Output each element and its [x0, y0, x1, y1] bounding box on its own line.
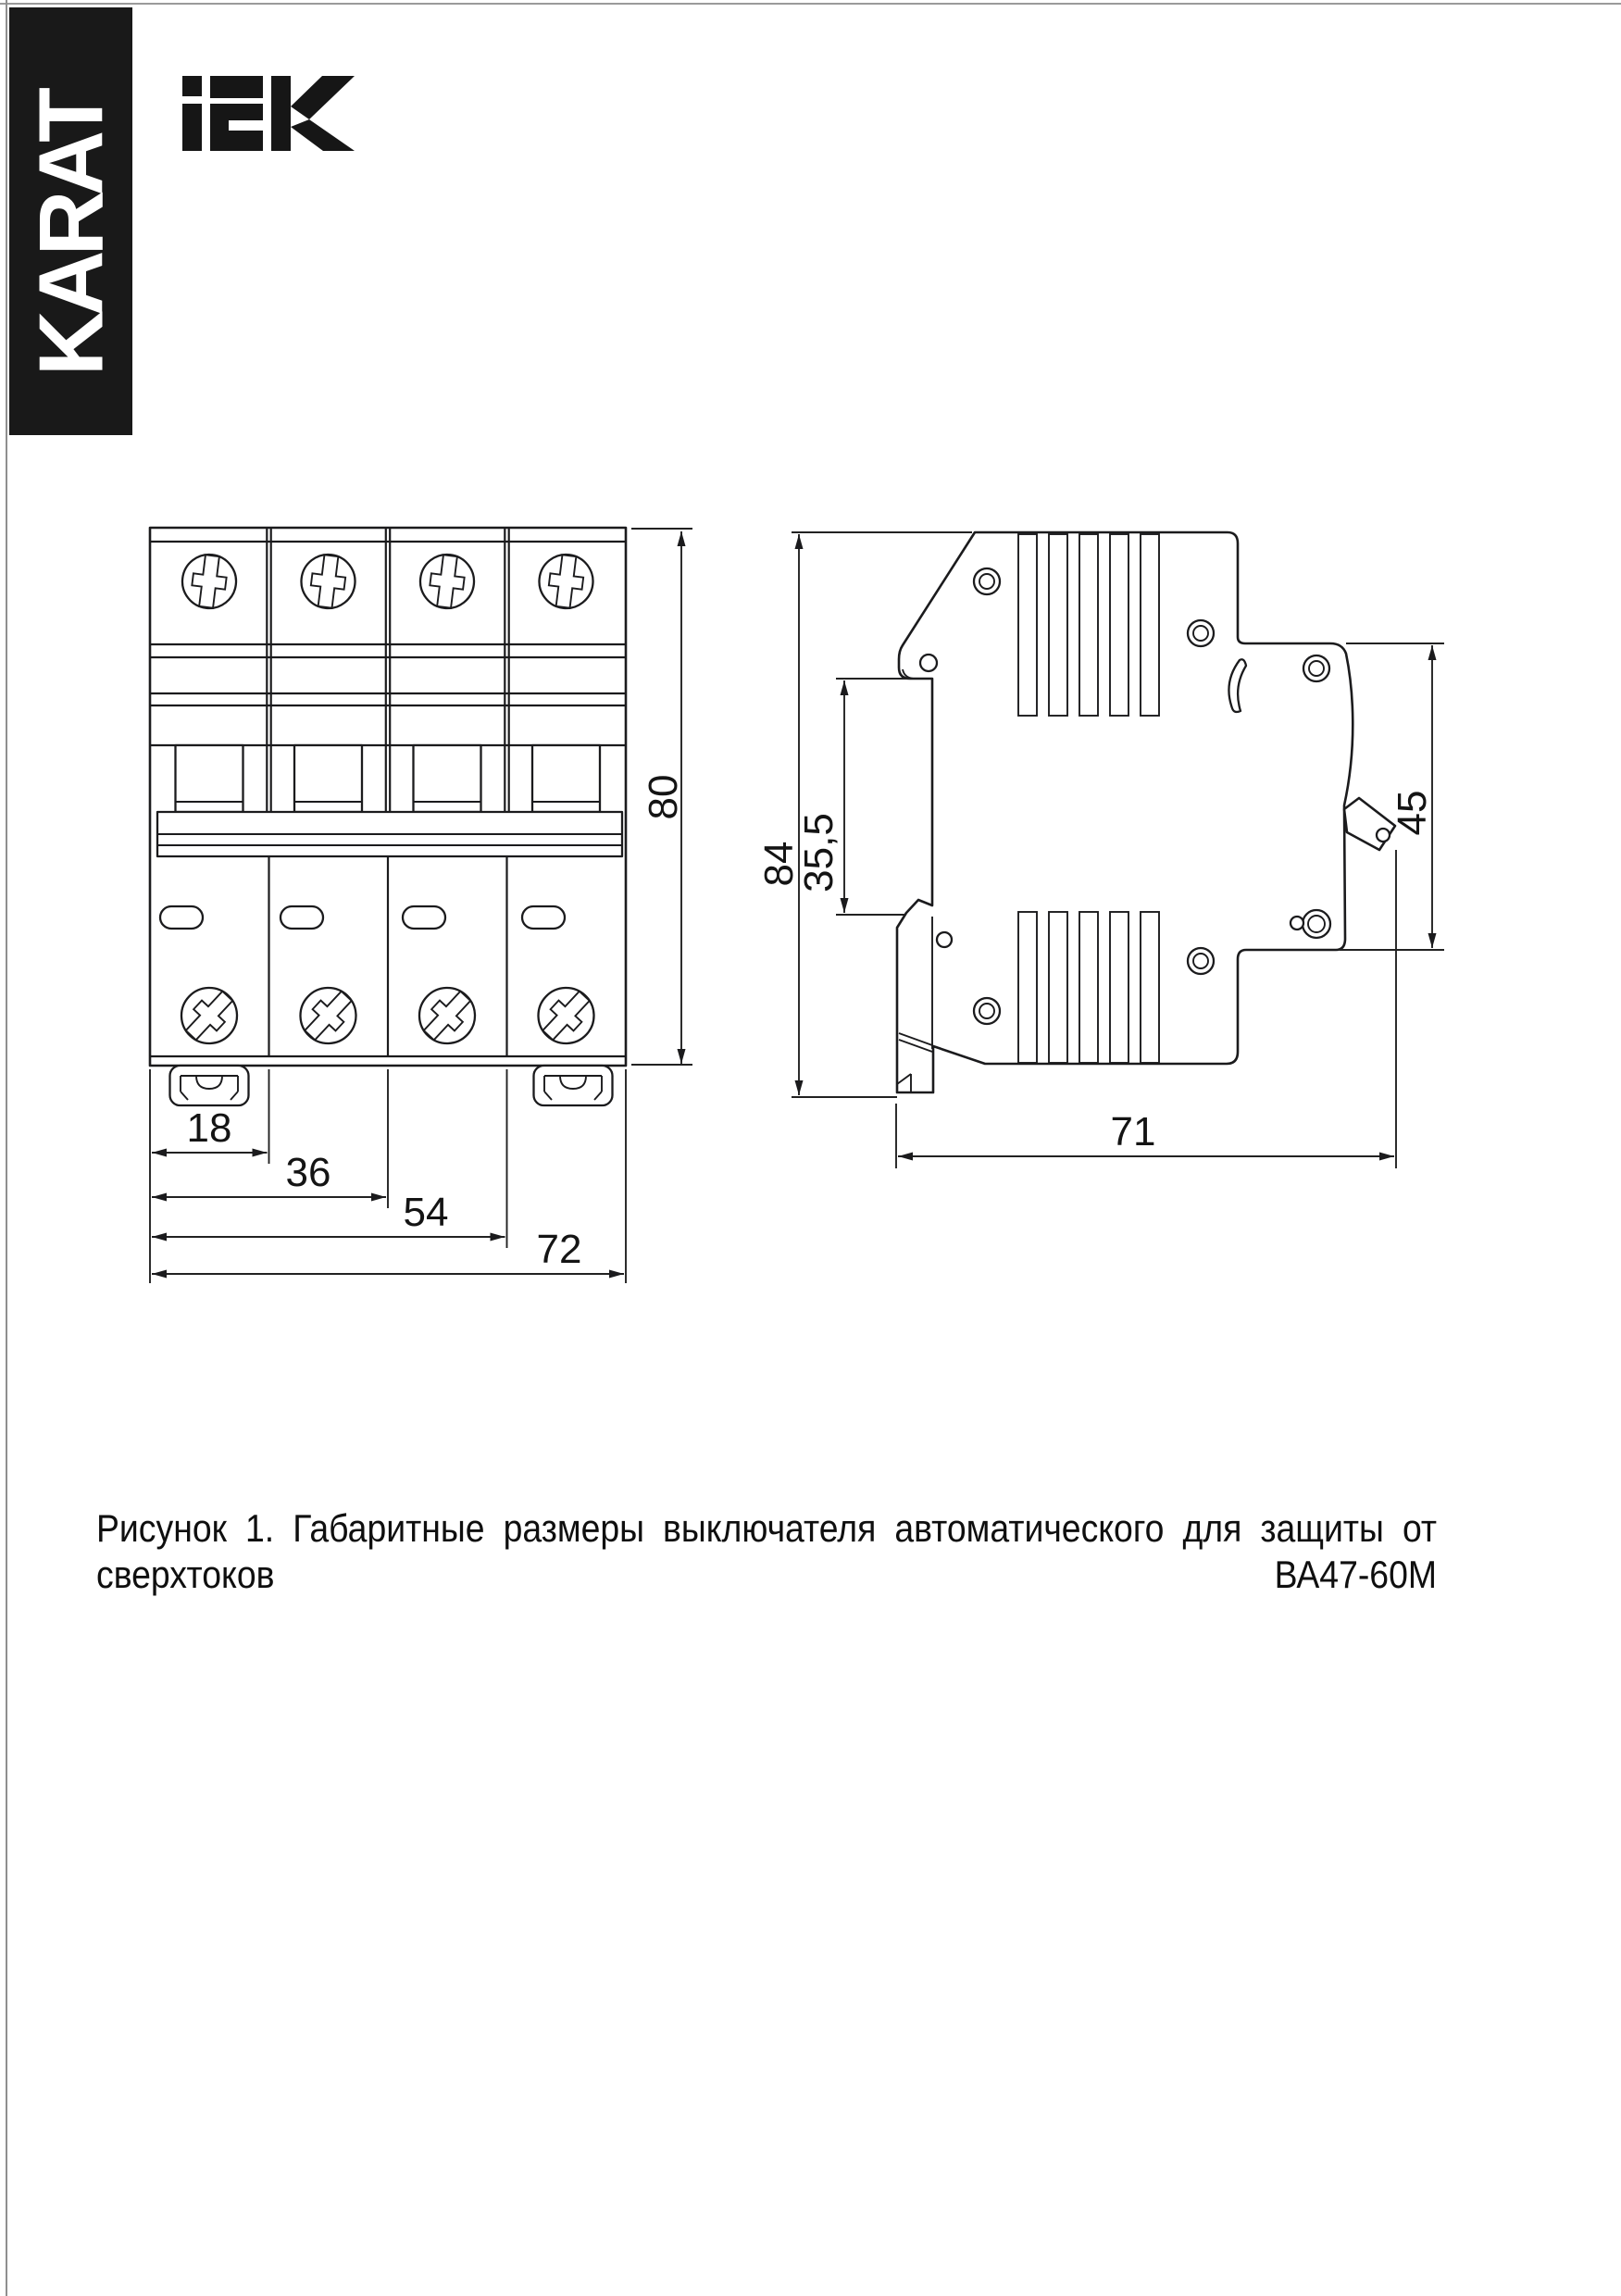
side-view-drawing — [756, 532, 1444, 1168]
dim-label-80: 80 — [641, 774, 686, 820]
dim-label-18: 18 — [186, 1105, 232, 1151]
label-window-3 — [403, 906, 445, 929]
side-recess-dimension — [796, 679, 910, 915]
din-clip-right — [534, 1066, 613, 1105]
small-hole-top — [920, 655, 937, 671]
din-clip-left — [170, 1066, 249, 1105]
small-hole-bottom — [937, 932, 952, 947]
dim-label-84: 84 — [756, 841, 802, 887]
side-front-height-dimension — [1340, 643, 1444, 950]
dim-label-71: 71 — [1110, 1109, 1156, 1154]
figure-caption-text: Рисунок 1. Габаритные размеры выключателя автоматического для защиты от сверхтоков ВА47-60М — [96, 1506, 1438, 1597]
label-window-1 — [160, 906, 203, 929]
dim-label-45: 45 — [1390, 790, 1435, 836]
dim-label-36: 36 — [285, 1150, 331, 1195]
label-window-4 — [522, 906, 565, 929]
front-height-dimension — [631, 529, 692, 1065]
dim-label-54: 54 — [403, 1190, 449, 1235]
figure-caption — [96, 1505, 1437, 1599]
toggle-tie-bar — [157, 812, 622, 856]
toggle-knob — [1344, 798, 1395, 850]
dim-label-35-5: 35,5 — [796, 813, 842, 892]
side-outline — [897, 532, 1353, 1092]
label-window-2 — [281, 906, 323, 929]
dim-label-72: 72 — [536, 1227, 582, 1272]
small-hole-front — [1291, 917, 1303, 930]
front-view-drawing — [150, 528, 692, 1283]
karat-label: KARAT — [19, 92, 121, 376]
